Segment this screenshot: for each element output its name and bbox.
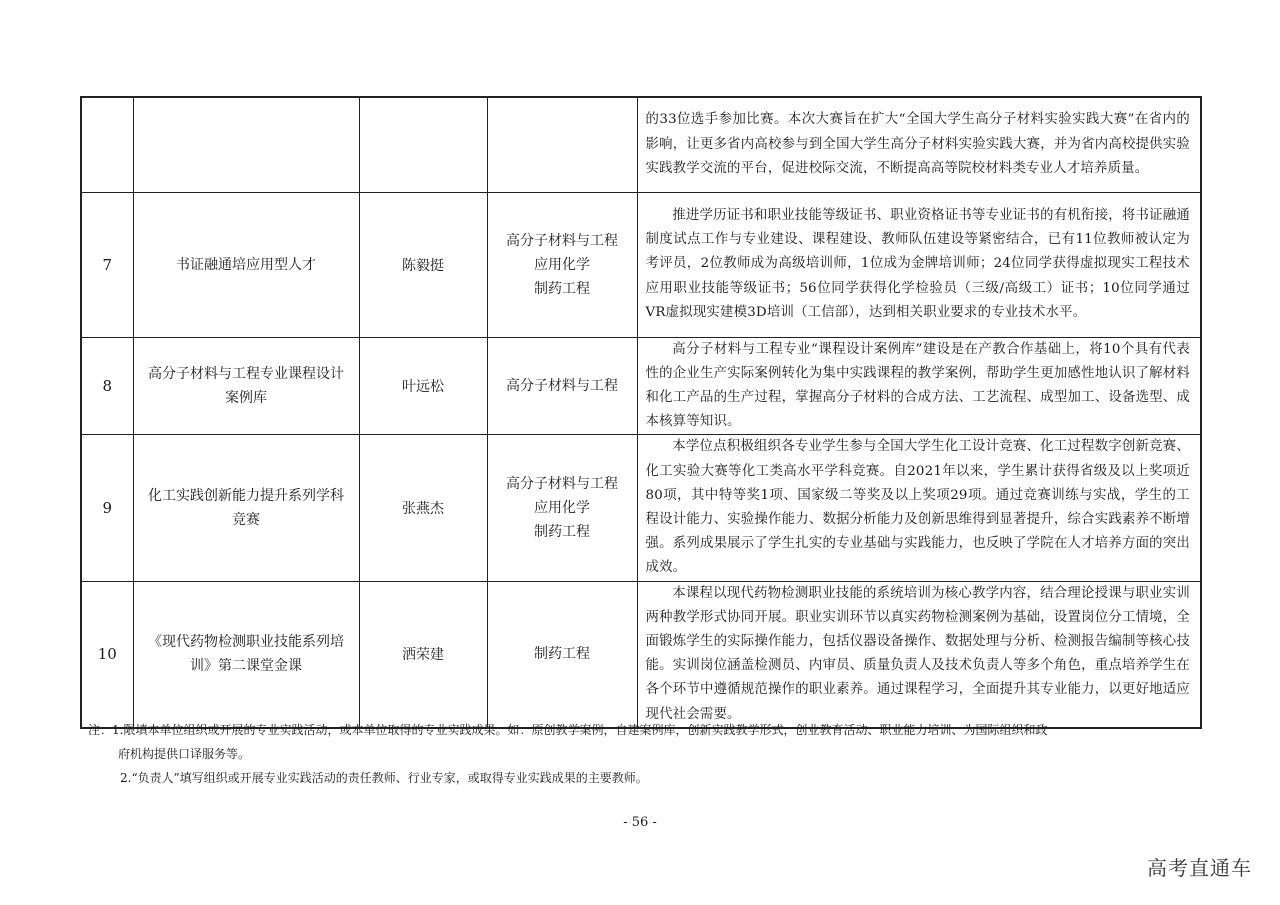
- row-number: 8: [81, 337, 133, 435]
- row-number: 7: [81, 192, 133, 337]
- major-name: 高分子材料与工程: [506, 475, 618, 492]
- table-row: [81, 581, 1201, 728]
- major-name: 制药工程: [534, 646, 590, 663]
- activity-description: [637, 97, 1201, 192]
- row-number: 9: [81, 435, 133, 581]
- major-cell: [487, 192, 637, 337]
- responsible-person: 陈毅挺: [359, 192, 487, 337]
- page-number: - 56 -: [623, 815, 657, 830]
- responsible-person: 张燕杰: [359, 435, 487, 581]
- activity-description: [637, 581, 1201, 728]
- major-cell: [487, 435, 637, 581]
- major-cell: [487, 581, 637, 728]
- activity-name: 书证融通培应用型人才: [133, 192, 359, 337]
- table-row: [81, 337, 1201, 435]
- description-text: 推进学历证书和职业技能等级证书、职业资格证书等专业证书的有机衔接，将书证融通制度试点工作与专业建设、课程建设、教师队伍建设等紧密结合，已有11位教师被认定为考评员，2位教师成为高级培训师，1位成为金牌培训师；24位同学获得虚拟现实工程技术应用职业技能等级证书；56位同学获得化学检验员（三级/高级工）证书；10位同学通过VR虚拟现实建模3D培训（工信部），达到相关职业要求的专业技术水平。: [645, 207, 1190, 320]
- responsible-person: 洒荣建: [359, 581, 487, 728]
- description-text: 本学位点积极组织各专业学生参与全国大学生化工设计竞赛、化工过程数字创新竞赛、化工实验大赛等化工类高水平学科竞赛。自2021年以来，学生累计获得省级及以上奖项近80项，其中特等奖1项、国家级二等奖及以上奖项29项。通过竞赛训练与实战，学生的工程设计能力、实验操作能力、数据分析能力及创新思维得到显著提升，综合实践素养不断增强。系列成果展示了学生扎实的专业基础与实践能力，也反映了学院在人才培养方面的突出成效。: [645, 439, 1190, 576]
- table-row: [81, 97, 1201, 192]
- activity-name: [133, 97, 359, 192]
- activity-description: [637, 435, 1201, 581]
- table-row: [81, 192, 1201, 337]
- responsible-person: 叶远松: [359, 337, 487, 435]
- table-notes: [88, 718, 1208, 790]
- note-1: 注：1.限填本单位组织或开展的专业实践活动，或本单位取得的专业实践成果。如：原创教学案例，自建案例库，创新实践教学形式，创业教育活动、职业能力培训、为国际组织和政: [88, 723, 1048, 737]
- major-name: 高分子材料与工程: [506, 232, 618, 249]
- row-number: [81, 97, 133, 192]
- table-row: [81, 435, 1201, 581]
- activity-name: 化工实践创新能力提升系列学科竞赛: [133, 435, 359, 581]
- watermark: 高考直通车: [1147, 856, 1252, 880]
- description-text: 高分子材料与工程专业“课程设计案例库”建设是在产教合作基础上，将10个具有代表性的企业生产实际案例转化为集中实践课程的教学案例，帮助学生更加感性地认识了解材料和化工产品的生产过程，掌握高分子材料的合成方法、工艺流程、成型加工、设备选型、成本核算等知识。: [645, 341, 1190, 430]
- row-number: 10: [81, 581, 133, 728]
- activity-description: [637, 337, 1201, 435]
- major-name: 制药工程: [534, 523, 590, 540]
- activity-name: 《现代药物检测职业技能系列培训》第二课堂金课: [133, 581, 359, 728]
- practice-activities-table: [80, 96, 1202, 729]
- description-text: 的33位选手参加比赛。本次大赛旨在扩大“全国大学生高分子材料实验实践大赛”在省内的影响，让更多省内高校参与到全国大学生高分子材料实验实践大赛，并为省内高校提供实验实践教学交流的平台，促进校际交流，不断提高高等院校材料类专业人才培养质量。: [645, 112, 1190, 176]
- major-name: 高分子材料与工程: [506, 377, 618, 394]
- major-name: 应用化学: [534, 499, 590, 516]
- activity-name: 高分子材料与工程专业课程设计案例库: [133, 337, 359, 435]
- responsible-person: [359, 97, 487, 192]
- major-cell: [487, 97, 637, 192]
- activity-description: [637, 192, 1201, 337]
- major-cell: [487, 337, 637, 435]
- note-1-continued: 府机构提供口译服务等。: [118, 747, 251, 761]
- note-2: 2.“负责人”填写组织或开展专业实践活动的责任教师、行业专家，或取得专业实践成果的主要教师。: [120, 771, 648, 785]
- description-text: 本课程以现代药物检测职业技能的系统培训为核心教学内容，结合理论授课与职业实训两种教学形式协同开展。职业实训环节以真实药物检测案例为基础，设置岗位分工情境，全面锻炼学生的实际操作能力，包括仪器设备操作、数据处理与分析、检测报告编制等核心技能。实训岗位涵盖检测员、内审员、质量负责人及技术负责人等多个角色，重点培养学生在各个环节中遵循规范操作的职业素养。通过课程学习，全面提升其专业能力，以更好地适应现代社会需要。: [645, 585, 1190, 722]
- major-name: 应用化学: [534, 256, 590, 273]
- major-name: 制药工程: [534, 280, 590, 297]
